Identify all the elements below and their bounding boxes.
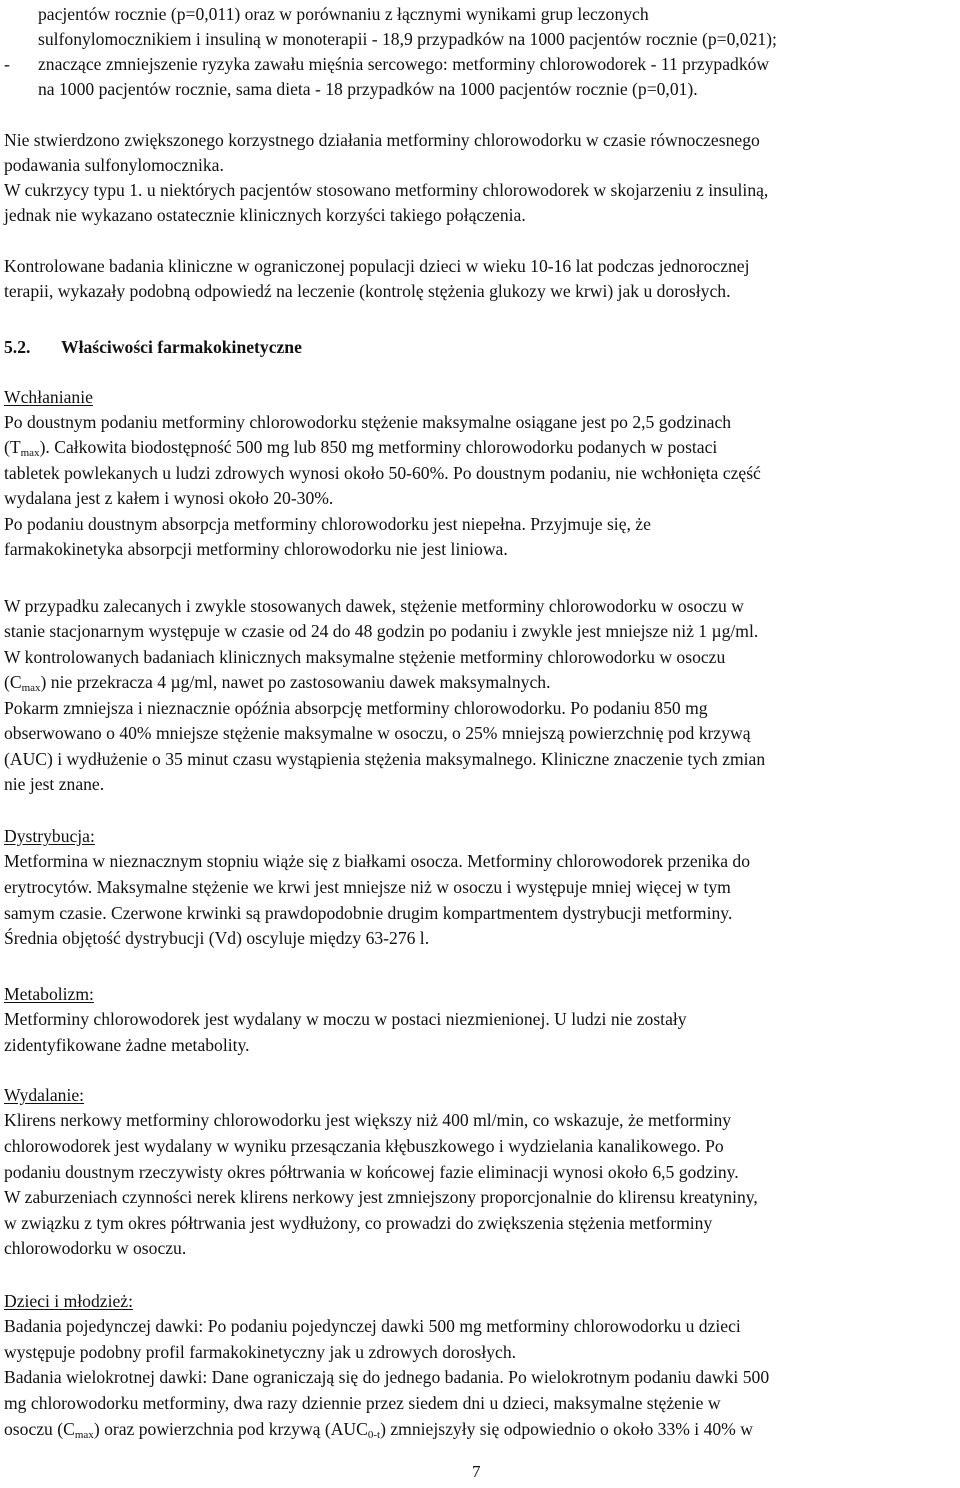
subsection-heading-absorption: Wchłanianie	[4, 387, 93, 407]
section-title: Właściwości farmakokinetyczne	[61, 337, 302, 357]
text-line: terapii, wykazały podobną odpowiedź na leczenie (kontrolę stężenia glukozy we krwi) jak u dorosłych.	[4, 281, 731, 301]
text-line	[4, 1421, 753, 1439]
text-fragment: ) zmniejszyły się odpowiednio o około 33% i 40% w	[380, 1419, 753, 1439]
text-line: nie jest znane.	[4, 774, 105, 794]
text-line	[4, 439, 717, 457]
subsection-heading-metabolism: Metabolizm:	[4, 984, 94, 1004]
text-line: farmakokinetyka absorpcji metforminy chlorowodorku nie jest liniowa.	[4, 539, 508, 559]
text-line: podaniu doustnym rzeczywisty okres półtrwania w końcowej fazie eliminacji wynosi około 6,5 godziny.	[4, 1162, 739, 1182]
text-fragment: ). Całkowita biodostępność 500 mg lub 850 mg metforminy chlorowodorku podanych w postaci	[39, 437, 718, 457]
text-line: podawania sulfonylomocznika.	[4, 155, 224, 175]
subscript: max	[74, 1429, 94, 1441]
text-line: sulfonylomocznikiem i insuliną w monoterapii - 18,9 przypadków na 1000 pacjentów rocznie (p=0,021);	[38, 29, 777, 49]
text-line: chlorowodorek jest wydalany w wyniku przesączania kłębuszkowego i wydzielania kanalikowego. Po	[4, 1136, 724, 1156]
text-line: (AUC) i wydłużenie o 35 minut czasu wystąpienia stężenia maksymalnego. Kliniczne znaczenie tych zmian	[4, 749, 766, 769]
subsection-heading-pediatric: Dzieci i młodzież:	[4, 1291, 133, 1311]
text-line: Średnia objętość dystrybucji (Vd) oscyluje między 63-276 l.	[4, 928, 430, 948]
text-line: jednak nie wykazano ostatecznie klinicznych korzyści takiego połączenia.	[4, 205, 526, 225]
text-line: pacjentów rocznie (p=0,011) oraz w porównaniu z łącznymi wynikami grup leczonych	[38, 4, 649, 24]
section-number: 5.2.	[4, 337, 31, 357]
text-fragment: (C	[4, 672, 22, 692]
page-number: 7	[472, 1462, 481, 1481]
text-line: W zaburzeniach czynności nerek klirens nerkowy jest zmniejszony proporcjonalnie do klirensu kreatyniny,	[4, 1187, 758, 1207]
text-line: Kontrolowane badania kliniczne w ograniczonej populacji dzieci w wieku 10-16 lat podczas jednorocznej	[4, 256, 750, 276]
text-line: Nie stwierdzono zwiększonego korzystnego działania metforminy chlorowodorku w czasie równoczesnego	[4, 130, 760, 150]
text-line: W przypadku zalecanych i zwykle stosowanych dawek, stężenie metforminy chlorowodorku w osoczu w	[4, 596, 744, 616]
text-line: Po doustnym podaniu metforminy chlorowodorku stężenie maksymalne osiągane jest po 2,5 godzinach	[4, 412, 732, 432]
text-line: tabletek powlekanych u ludzi zdrowych wynosi około 50-60%. Po doustnym podaniu, nie wchłonięta część	[4, 463, 761, 483]
text-fragment: osoczu (C	[4, 1419, 75, 1439]
subsection-heading-distribution: Dystrybucja:	[4, 826, 95, 846]
subscript: max	[21, 682, 41, 694]
text-line: występuje podobny profil farmakokinetyczny jak u zdrowych dorosłych.	[4, 1342, 517, 1362]
text-line: na 1000 pacjentów rocznie, sama dieta - 18 przypadków na 1000 pacjentów rocznie (p=0,01).	[38, 79, 698, 99]
list-bullet-dash: -	[4, 54, 10, 74]
subsection-heading-elimination: Wydalanie:	[4, 1085, 85, 1105]
text-line: Po podaniu doustnym absorpcja metforminy chlorowodorku jest niepełna. Przyjmuje się, że	[4, 514, 651, 534]
text-line: chlorowodorku w osoczu.	[4, 1238, 187, 1258]
text-line: Klirens nerkowy metforminy chlorowodorku jest większy niż 400 ml/min, co wskazuje, że metforminy	[4, 1110, 732, 1130]
text-line: zidentyfikowane żadne metabolity.	[4, 1035, 250, 1055]
text-line: Badania wielokrotnej dawki: Dane ograniczają się do jednego badania. Po wielokrotnym podaniu dawki 500	[4, 1367, 770, 1387]
text-line: W cukrzycy typu 1. u niektórych pacjentów stosowano metforminy chlorowodorek w skojarzeniu z insuliną,	[4, 180, 769, 200]
text-line: mg chlorowodorku metforminy, dwa razy dziennie przez siedem dni u dzieci, maksymalne stężenie w	[4, 1393, 721, 1413]
text-line: erytrocytów. Maksymalne stężenie we krwi jest mniejsze niż w osoczu i występuje mniej więcej w tym	[4, 877, 731, 897]
text-line: Metforminy chlorowodorek jest wydalany w moczu w postaci niezmienionej. U ludzi nie zostały	[4, 1009, 687, 1029]
text-line: znaczące zmniejszenie ryzyka zawału mięśnia sercowego: metforminy chlorowodorek - 11 przypadków	[38, 54, 770, 74]
text-fragment: ) oraz powierzchnia pod krzywą (AUC	[93, 1419, 368, 1439]
text-line: obserwowano o 40% mniejsze stężenie maksymalne w osoczu, o 25% mniejszą powierzchnię pod krzywą	[4, 723, 751, 743]
text-fragment: (T	[4, 437, 21, 457]
subscript: 0-t	[367, 1429, 381, 1441]
subscript: max	[20, 447, 40, 459]
text-line: wydalana jest z kałem i wynosi około 20-30%.	[4, 488, 334, 508]
text-fragment: ) nie przekracza 4 µg/ml, nawet po zastosowaniu dawek maksymalnych.	[40, 672, 551, 692]
text-line: samym czasie. Czerwone krwinki są prawdopodobnie drugim kompartmentem dystrybucji metforminy.	[4, 903, 733, 923]
text-line: w związku z tym okres półtrwania jest wydłużony, co prowadzi do zwiększenia stężenia metforminy	[4, 1213, 713, 1233]
text-line: stanie stacjonarnym występuje w czasie od 24 do 48 godzin po podaniu i zwykle jest mniejsze niż 1 µg/ml.	[4, 621, 759, 641]
text-line: W kontrolowanych badaniach klinicznych maksymalne stężenie metforminy chlorowodorku w osoczu	[4, 647, 726, 667]
text-line: Metformina w nieznacznym stopniu wiąże się z białkami osocza. Metforminy chlorowodorek przenika do	[4, 851, 751, 871]
text-line: Badania pojedynczej dawki: Po podaniu pojedynczej dawki 500 mg metforminy chlorowodorku u dzieci	[4, 1316, 741, 1336]
text-line	[4, 674, 550, 692]
text-line: Pokarm zmniejsza i nieznacznie opóźnia absorpcję metforminy chlorowodorku. Po podaniu 850 mg	[4, 698, 708, 718]
